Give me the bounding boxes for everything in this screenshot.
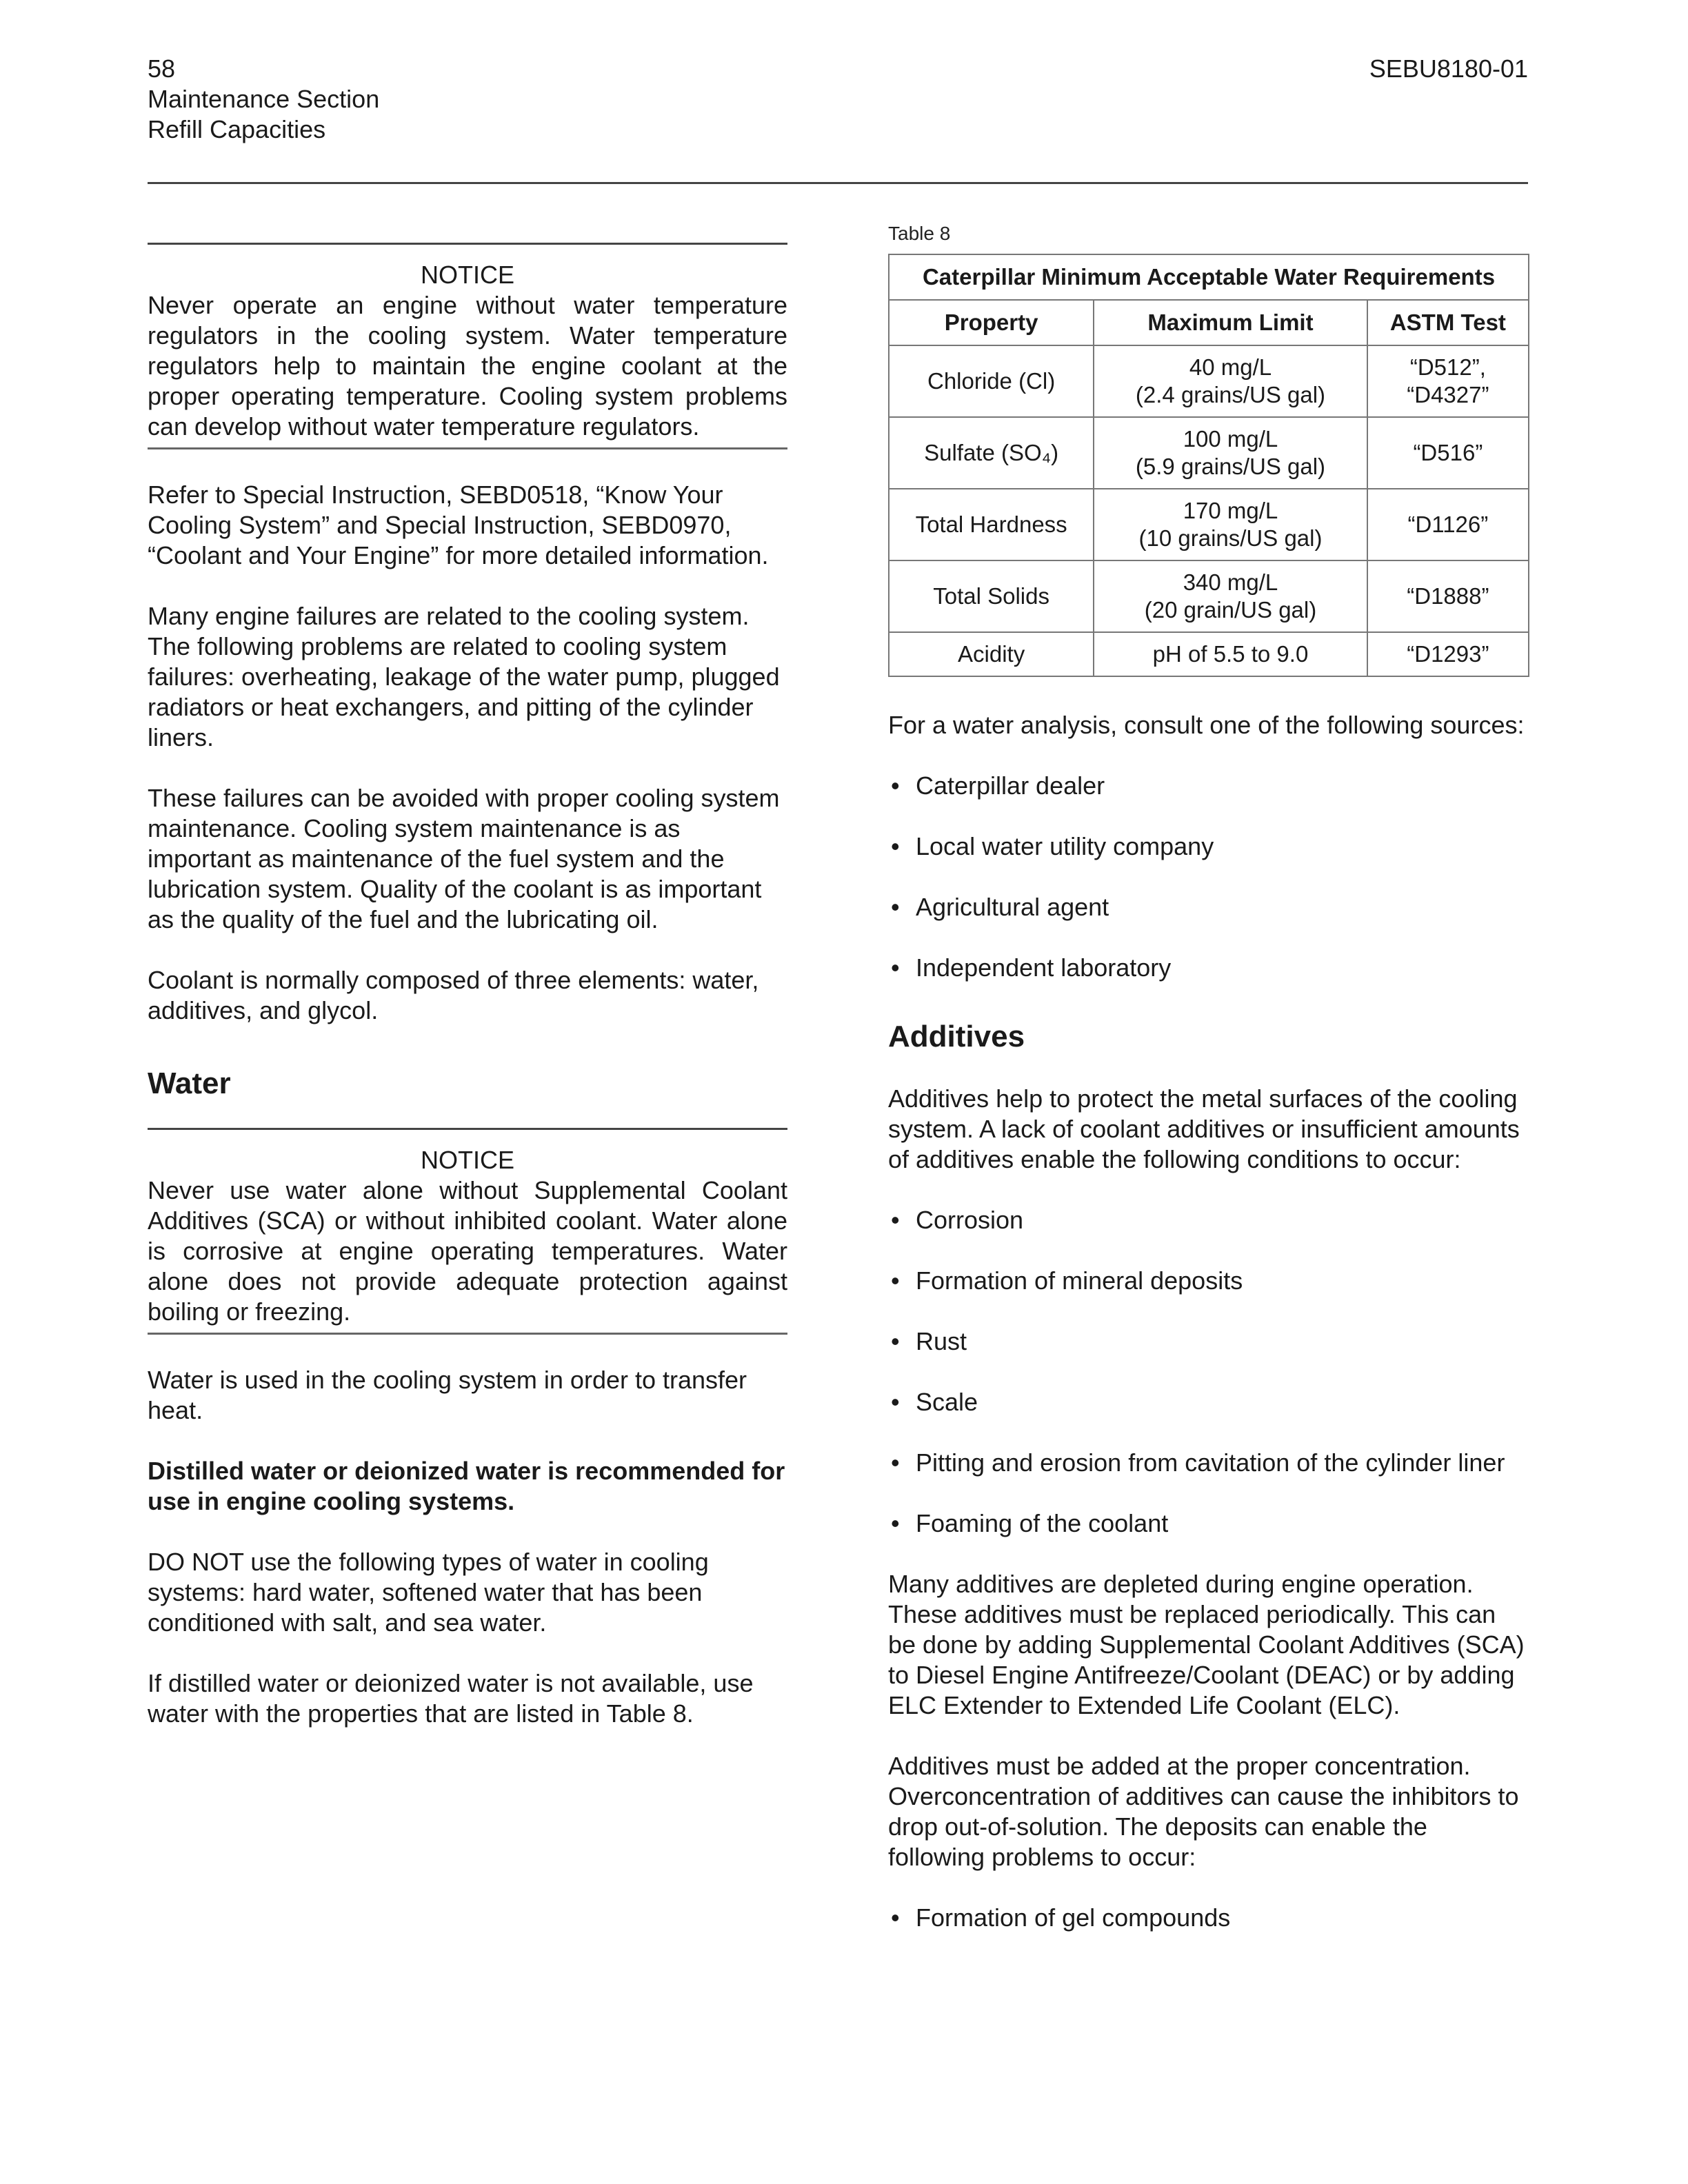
list-item bbox=[888, 831, 1528, 862]
list-item bbox=[888, 1448, 1528, 1478]
table-caption: Table 8 bbox=[888, 223, 951, 244]
document-id: SEBU8180-01 bbox=[1369, 54, 1528, 83]
paragraph-if-not-available: If distilled water or deionized water is not available, use water with the properties that are listed in Table 8. bbox=[148, 1669, 754, 1728]
cell-limit bbox=[1094, 489, 1367, 560]
paragraph-do-not: DO NOT use the following types of water in cooling systems: hard water, softened water that has been conditioned with salt, and sea water. bbox=[148, 1548, 709, 1637]
list-item bbox=[888, 1205, 1528, 1235]
bullet-icon: • bbox=[891, 1327, 900, 1355]
sources-list bbox=[888, 771, 1528, 983]
cell-property: Total Solids bbox=[889, 560, 1094, 632]
bullet-icon: • bbox=[891, 832, 900, 860]
paragraph-additives: Additives help to protect the metal surfaces of the cooling system. A lack of coolant additives or insufficient amounts of additives enable the following conditions to occur: bbox=[888, 1084, 1520, 1173]
astm-primary: “D512”, bbox=[1409, 354, 1486, 380]
bullet-icon: • bbox=[891, 771, 900, 800]
notice-body: Never operate an engine without water temperature regulators in the cooling system. Water temperature regulators help to maintain the engine coolant at the proper operating temperature. Cooling system problems can develop without water temperature regulators. bbox=[148, 291, 787, 441]
list-item-text: Agricultural agent bbox=[916, 893, 1109, 921]
paragraph-distilled-recommendation: Distilled water or deionized water is recommended for use in engine cooling systems. bbox=[148, 1457, 785, 1515]
paragraph-depleted: Many additives are depleted during engine operation. These additives must be replaced periodically. This can be done by adding Supplemental Coolant Additives (SCA) to Diesel Engine Antifreeze/Coolant (DEAC) or by adding ELC Extender to Extended Life Coolant (ELC). bbox=[888, 1570, 1525, 1719]
page-number: 58 bbox=[148, 54, 176, 83]
paragraph-composed: Coolant is normally composed of three elements: water, additives, and glycol. bbox=[148, 966, 759, 1024]
list-item-text: Foaming of the coolant bbox=[916, 1509, 1169, 1537]
list-item bbox=[888, 1903, 1528, 1933]
limit-secondary: (10 grains/US gal) bbox=[1138, 525, 1323, 551]
table-row bbox=[889, 489, 1529, 560]
list-item bbox=[888, 953, 1528, 983]
notice-title: NOTICE bbox=[420, 261, 514, 289]
astm-secondary: “D4327” bbox=[1407, 382, 1489, 407]
limit-primary: 340 mg/L bbox=[1183, 569, 1278, 595]
bullet-icon: • bbox=[891, 1509, 900, 1537]
list-item bbox=[888, 1266, 1528, 1296]
bullet-icon: • bbox=[891, 1206, 900, 1234]
list-item-text: Corrosion bbox=[916, 1206, 1024, 1234]
table-row bbox=[889, 345, 1529, 417]
heading-additives: Additives bbox=[888, 1020, 1025, 1053]
cell-property: Sulfate (SO₄) bbox=[889, 417, 1094, 489]
limit-primary: 100 mg/L bbox=[1183, 426, 1278, 452]
cell-limit bbox=[1094, 345, 1367, 417]
notice-body: Never use water alone without Supplemental Coolant Additives (SCA) or without inhibited coolant. Water alone is corrosive at engine operating temperatures. Water alone does not provide adequate protection against boiling or freezing. bbox=[148, 1176, 787, 1326]
list-item-text: Caterpillar dealer bbox=[916, 771, 1105, 800]
bullet-icon: • bbox=[891, 1448, 900, 1477]
left-column bbox=[148, 243, 787, 1729]
notice-title: NOTICE bbox=[420, 1146, 514, 1174]
cell-property: Chloride (Cl) bbox=[889, 345, 1094, 417]
limit-secondary: (2.4 grains/US gal) bbox=[1135, 382, 1326, 407]
cell-property: Acidity bbox=[889, 632, 1094, 676]
column-header-property: Property bbox=[889, 300, 1094, 345]
bullet-icon: • bbox=[891, 893, 900, 921]
water-requirements-table bbox=[888, 254, 1529, 677]
list-item-text: Formation of gel compounds bbox=[916, 1903, 1231, 1932]
limit-primary: 170 mg/L bbox=[1183, 498, 1278, 523]
header-divider bbox=[148, 182, 1528, 184]
bullet-icon: • bbox=[891, 1388, 900, 1416]
cell-astm: “D516” bbox=[1367, 417, 1529, 489]
limit-secondary: (5.9 grains/US gal) bbox=[1135, 454, 1326, 479]
page-header-left bbox=[148, 54, 379, 145]
subsection-title: Refill Capacities bbox=[148, 115, 326, 143]
paragraph-failures: Many engine failures are related to the cooling system. The following problems are related to cooling system failures: overheating, leakage of the water pump, plugged radiators or heat exchangers, and pitting of the cylinder liners. bbox=[148, 602, 780, 751]
table-row bbox=[889, 632, 1529, 676]
paragraph-refer: Refer to Special Instruction, SEBD0518, “Know Your Cooling System” and Special Instruction, SEBD0970, “Coolant and Your Engine” for more detailed information. bbox=[148, 481, 769, 569]
list-item-text: Rust bbox=[916, 1327, 967, 1355]
cell-astm: “D1888” bbox=[1367, 560, 1529, 632]
table-title: Caterpillar Minimum Acceptable Water Requirements bbox=[889, 254, 1529, 300]
list-item-text: Formation of mineral deposits bbox=[916, 1266, 1243, 1295]
problems-list bbox=[888, 1903, 1528, 1933]
cell-limit bbox=[1094, 417, 1367, 489]
list-item bbox=[888, 1326, 1528, 1357]
list-item-text: Independent laboratory bbox=[916, 953, 1172, 982]
paragraph-avoid: These failures can be avoided with proper cooling system maintenance. Cooling system maintenance is as important as maintenance of the fuel system and the lubrication system. Quality of the coolant is as important as the quality of the fuel and the lubricating oil. bbox=[148, 784, 780, 933]
list-item bbox=[888, 1508, 1528, 1539]
limit-secondary: (20 grain/US gal) bbox=[1144, 597, 1317, 623]
table-row bbox=[889, 417, 1529, 489]
list-item-text: Pitting and erosion from cavitation of the cylinder liner bbox=[916, 1448, 1505, 1477]
cell-astm: “D1126” bbox=[1367, 489, 1529, 560]
paragraph-water-analysis: For a water analysis, consult one of the following sources: bbox=[888, 711, 1525, 739]
limit-primary: 40 mg/L bbox=[1189, 354, 1272, 380]
bullet-icon: • bbox=[891, 1266, 900, 1295]
heading-water: Water bbox=[148, 1066, 231, 1100]
list-item-text: Scale bbox=[916, 1388, 978, 1416]
cell-astm: “D1293” bbox=[1367, 632, 1529, 676]
list-item bbox=[888, 892, 1528, 922]
paragraph-transfer: Water is used in the cooling system in order to transfer heat. bbox=[148, 1366, 747, 1424]
list-item bbox=[888, 771, 1528, 801]
bullet-icon: • bbox=[891, 1903, 900, 1932]
column-header-limit: Maximum Limit bbox=[1094, 300, 1367, 345]
notice-box-water bbox=[148, 1128, 787, 1335]
list-item bbox=[888, 1387, 1528, 1417]
column-header-astm: ASTM Test bbox=[1367, 300, 1529, 345]
right-column bbox=[888, 222, 1528, 1933]
paragraph-concentration: Additives must be added at the proper concentration. Overconcentration of additives can cause the inhibitors to drop out-of-solution. The deposits can enable the following problems to occur: bbox=[888, 1752, 1519, 1871]
conditions-list bbox=[888, 1205, 1528, 1539]
bullet-icon: • bbox=[891, 953, 900, 982]
list-item-text: Local water utility company bbox=[916, 832, 1214, 860]
table-row bbox=[889, 560, 1529, 632]
cell-astm bbox=[1367, 345, 1529, 417]
notice-box-regulators bbox=[148, 243, 787, 449]
cell-limit bbox=[1094, 560, 1367, 632]
cell-limit: pH of 5.5 to 9.0 bbox=[1094, 632, 1367, 676]
section-title: Maintenance Section bbox=[148, 85, 380, 113]
cell-property: Total Hardness bbox=[889, 489, 1094, 560]
